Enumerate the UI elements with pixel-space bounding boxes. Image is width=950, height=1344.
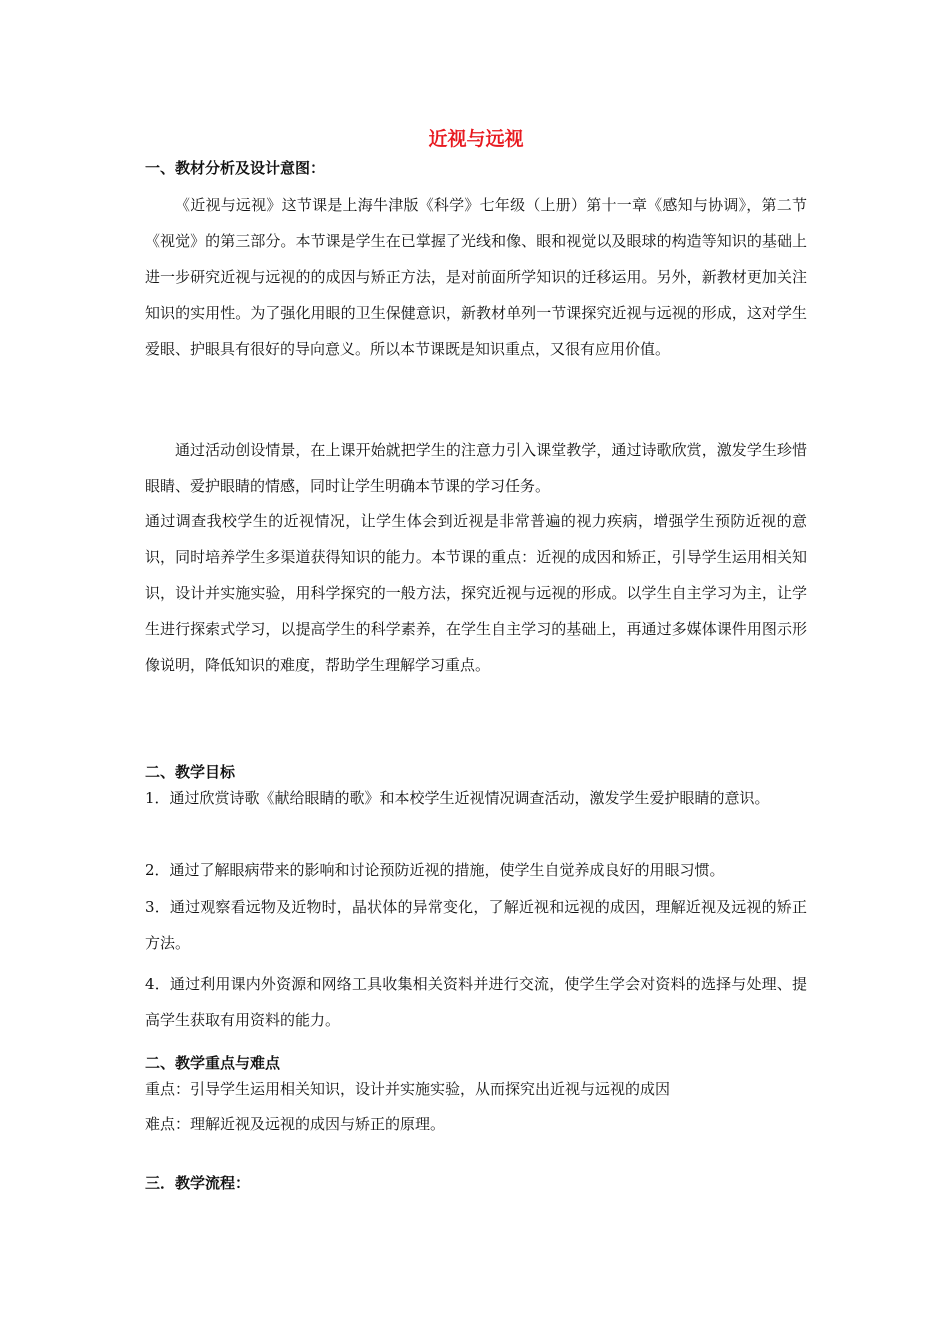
document-title: 近视与远视 <box>428 128 524 150</box>
goal-item-4: 4．通过利用课内外资源和网络工具收集相关资料并进行交流，使学生学会对资料的选择与处理、提高学生获取有用资料的能力。 <box>145 975 807 1029</box>
section-heading-key-points: 二、教学重点与难点 <box>145 1054 281 1072</box>
section-heading-analysis: 一、教材分析及设计意图： <box>145 159 326 177</box>
difficulty-line: 难点：理解近视及远视的成因与矫正的原理。 <box>145 1115 446 1133</box>
key-point-line: 重点：引导学生运用相关知识，设计并实施实验，从而探究出近视与远视的成因 <box>145 1080 671 1098</box>
goal-item-2: 2．通过了解眼病带来的影响和讨论预防近视的措施，使学生自觉养成良好的用眼习惯。 <box>145 861 725 879</box>
goal-item-1: 1．通过欣赏诗歌《献给眼睛的歌》和本校学生近视情况调查活动，激发学生爱护眼睛的意识。 <box>145 789 770 807</box>
paragraph-analysis-3: 通过调查我校学生的近视情况，让学生体会到近视是非常普遍的视力疾病，增强学生预防近视的意识，同时培养学生多渠道获得知识的能力。本节课的重点：近视的成因和矫正，引导学生运用相关知识，设计并实施实验，用科学探究的一般方法，探究近视与远视的形成。以学生自主学习为主，让学生进行探索式学习，以提高学生的科学素养，在学生自主学习的基础上，再通过多媒体课件用图示形像说明，降低知识的难度，帮助学生理解学习重点。 <box>145 512 807 674</box>
section-heading-goals: 二、教学目标 <box>145 763 236 781</box>
goal-item-3: 3．通过观察看远物及近物时，晶状体的异常变化，了解近视和远视的成因，理解近视及远视的矫正方法。 <box>145 898 807 952</box>
section-heading-flow: 三．教学流程： <box>145 1174 251 1192</box>
paragraph-analysis-2: 通过活动创设情景，在上课开始就把学生的注意力引入课堂教学，通过诗歌欣赏，激发学生珍惜眼睛、爱护眼睛的情感，同时让学生明确本节课的学习任务。 <box>145 441 807 495</box>
paragraph-analysis-1: 《近视与远视》这节课是上海牛津版《科学》七年级（上册）第十一章《感知与协调》，第二节《视觉》的第三部分。本节课是学生在已掌握了光线和像、眼和视觉以及眼球的构造等知识的基础上进一步研究近视与远视的的成因与矫正方法，是对前面所学知识的迁移运用。另外，新教材更加关注知识的实用性。为了强化用眼的卫生保健意识，新教材单列一节课探究近视与远视的形成，这对学生爱眼、护眼具有很好的导向意义。所以本节课既是知识重点，又很有应用价值。 <box>145 196 807 358</box>
